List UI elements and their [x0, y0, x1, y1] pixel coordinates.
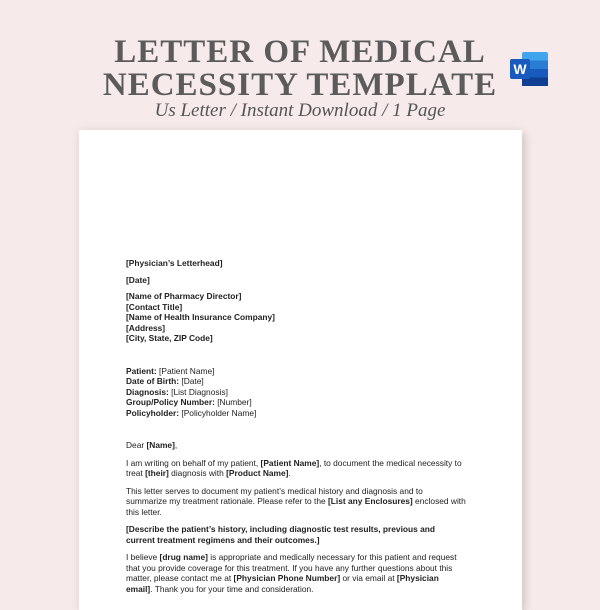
field-value: [Patient Name] — [156, 365, 215, 376]
letterhead: [Physician’s Letterhead] — [126, 258, 223, 268]
letter-date: [Date] — [126, 274, 150, 285]
recipient-line: [Name of Health Insurance Company] — [126, 312, 275, 322]
recipient-block — [126, 291, 466, 344]
letter-body — [126, 258, 466, 594]
patient-field — [126, 397, 466, 408]
paragraph-history: [Describe the patient’s history, including diagnostic test results, previous and current treatment regimens and their outcomes.] — [126, 524, 436, 545]
recipient-line: [Name of Pharmacy Director] — [126, 291, 242, 301]
patient-field — [126, 376, 466, 387]
patient-field — [126, 366, 466, 377]
field-label: Diagnosis: — [126, 386, 169, 397]
title-line-2: NECESSITY TEMPLATE — [102, 67, 498, 103]
recipient-line: [City, State, ZIP Code] — [126, 333, 213, 343]
word-icon-letter: W — [513, 61, 527, 77]
paragraph-intro: I am writing on behalf of my patient, [Patient Name], to document the medical necessity to treat [their] diagnosis with [Product Name]. — [126, 457, 462, 478]
patient-field — [126, 408, 466, 419]
field-value: [Date] — [179, 376, 204, 386]
recipient-line: [Address] — [126, 322, 166, 333]
paragraph-enclosures: This letter serves to document my patient’s medical history and diagnosis and to summarize my treatment rationale. Please refer to the [List any Enclosures] enclosed with this letter. — [126, 485, 466, 517]
title-line-1: LETTER OF MEDICAL — [114, 34, 486, 70]
patient-info-block — [126, 366, 466, 419]
field-label: Patient: — [126, 365, 157, 376]
patient-field — [126, 387, 466, 398]
field-value: [Number] — [214, 397, 252, 407]
field-label: Group/Policy Number: — [126, 397, 215, 407]
field-value: [List Diagnosis] — [168, 386, 228, 397]
subtitle: Us Letter / Instant Download / 1 Page — [154, 100, 446, 121]
microsoft-word-icon — [510, 52, 548, 86]
paragraph-request: I believe [drug name] is appropriate and medically necessary for this patient and request that you provide coverage for this treatment. If you have any further questions about this matter, please contact me at [Physician Phone Number] or via email at [Physician email]. Thank you for your time and consideration. — [126, 552, 457, 594]
field-label: Policyholder: — [126, 407, 180, 418]
field-value: [Policyholder Name] — [179, 407, 257, 418]
field-label: Date of Birth: — [126, 376, 180, 386]
salutation: Dear [Name], — [126, 440, 178, 450]
recipient-line: [Contact Title] — [126, 301, 183, 312]
